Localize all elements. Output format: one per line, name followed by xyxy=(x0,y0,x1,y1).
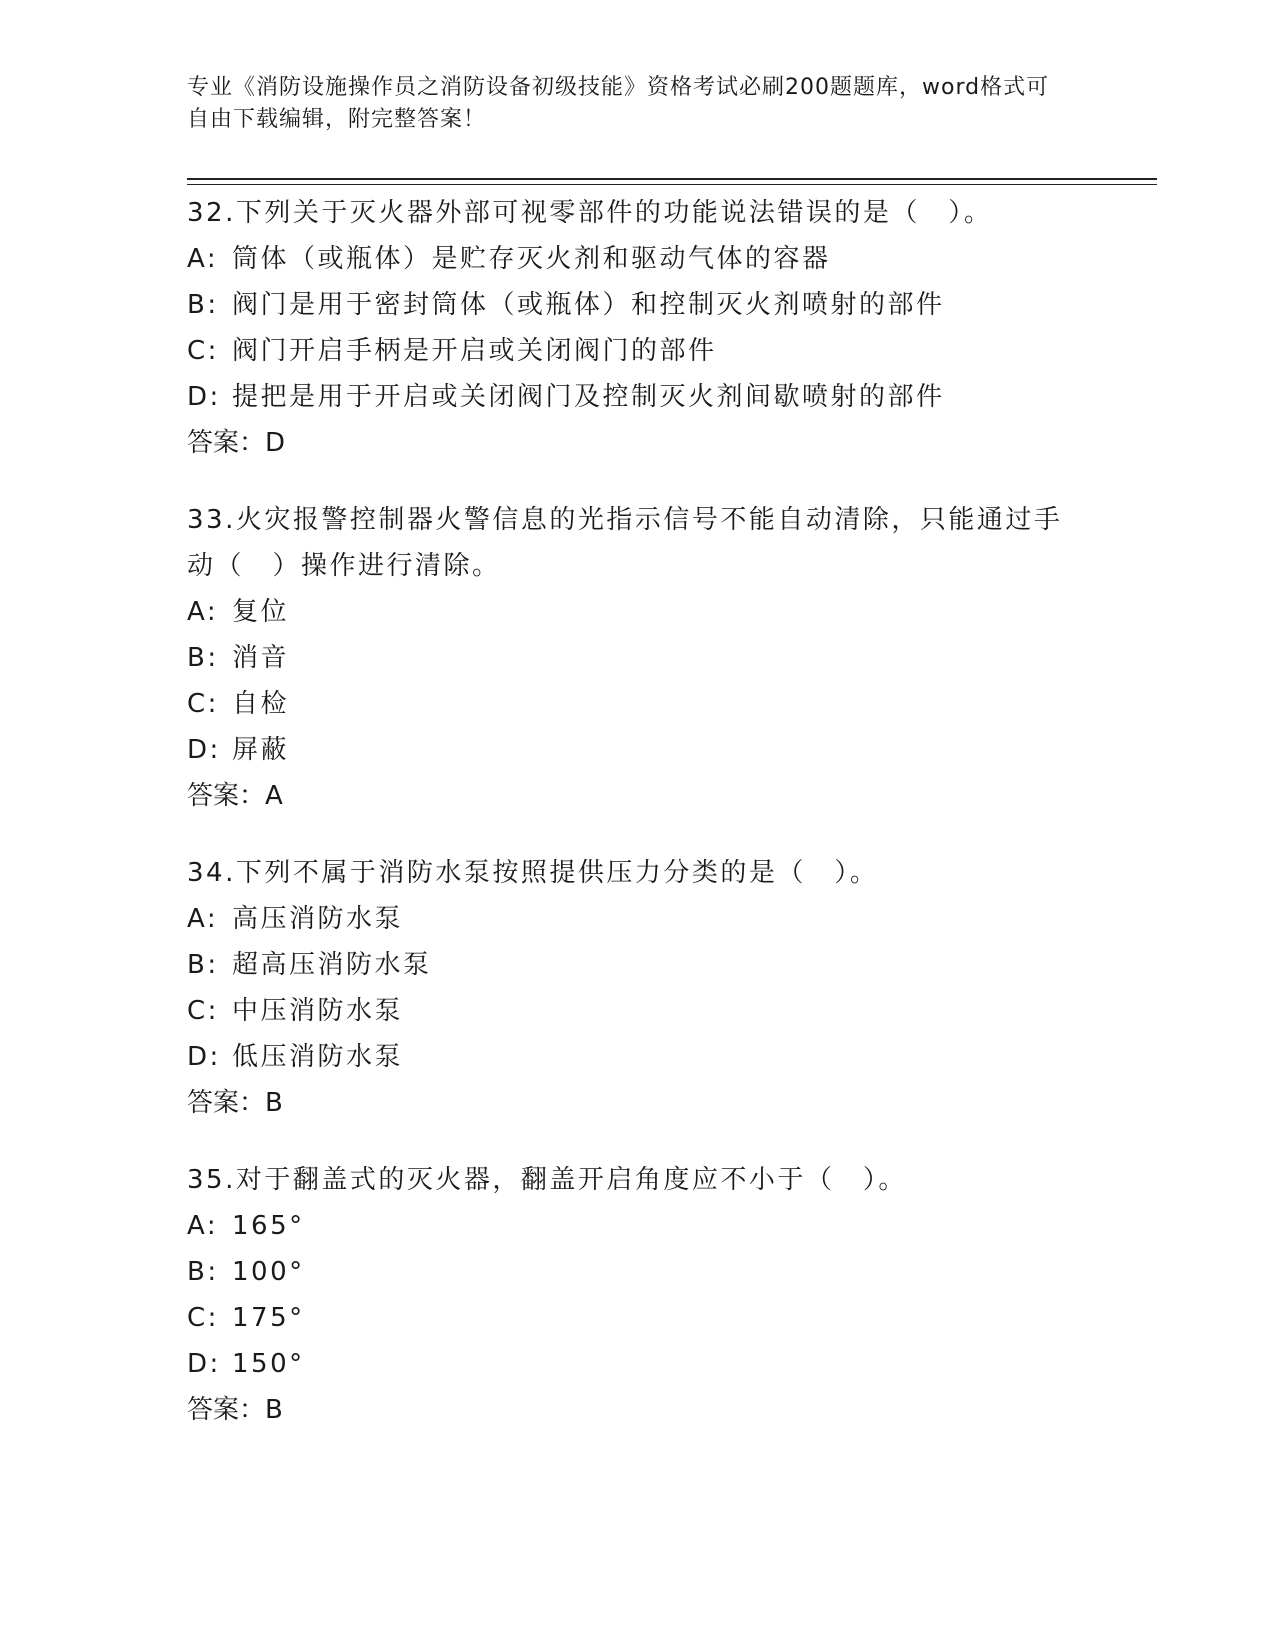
option-c xyxy=(187,1295,1087,1341)
option-text: 消音 xyxy=(232,643,290,673)
option-b xyxy=(187,282,1087,328)
document-header: 专业《消防设施操作员之消防设备初级技能》资格考试必刷200题题库，word格式可自由下载编辑，附完整答案！ xyxy=(187,75,1050,132)
option-text: 175° xyxy=(232,1303,305,1333)
option-letter: D: xyxy=(187,735,221,765)
option-letter: B: xyxy=(187,1257,219,1287)
option-letter: A: xyxy=(187,597,219,627)
option-text: 复位 xyxy=(232,597,290,627)
option-a xyxy=(187,1203,1087,1249)
question-list xyxy=(187,190,1087,1464)
answer-line: 答案：D xyxy=(187,428,286,458)
option-letter: D: xyxy=(187,1042,221,1072)
question-stem: 35.对于翻盖式的灭火器，翻盖开启角度应不小于（ ）。 xyxy=(187,1165,907,1195)
option-letter: B: xyxy=(187,290,219,320)
option-letter: C: xyxy=(187,689,219,719)
question-35 xyxy=(187,1157,1087,1433)
option-a xyxy=(187,236,1087,282)
option-text: 阀门是用于密封筒体（或瓶体）和控制灭火剂喷射的部件 xyxy=(232,290,945,320)
question-stem: 32.下列关于灭火器外部可视零部件的功能说法错误的是（ ）。 xyxy=(187,198,993,228)
answer-line: 答案：A xyxy=(187,781,283,811)
option-letter: B: xyxy=(187,643,219,673)
option-a xyxy=(187,589,1087,635)
option-letter: B: xyxy=(187,950,219,980)
option-text: 100° xyxy=(232,1257,305,1287)
option-letter: D: xyxy=(187,382,221,412)
option-letter: C: xyxy=(187,1303,219,1333)
question-32 xyxy=(187,190,1087,466)
option-letter: A: xyxy=(187,244,219,274)
option-a xyxy=(187,896,1087,942)
option-text: 中压消防水泵 xyxy=(232,996,404,1026)
option-d xyxy=(187,1034,1087,1080)
question-stem: 33.火灾报警控制器火警信息的光指示信号不能自动清除，只能通过手动（ ）操作进行清除。 xyxy=(187,505,1063,581)
header-divider-thick xyxy=(187,178,1157,180)
question-34 xyxy=(187,850,1087,1126)
option-d xyxy=(187,374,1087,420)
answer-line: 答案：B xyxy=(187,1395,283,1425)
option-text: 165° xyxy=(232,1211,305,1241)
option-letter: C: xyxy=(187,996,219,1026)
option-letter: A: xyxy=(187,904,219,934)
option-b xyxy=(187,942,1087,988)
option-d xyxy=(187,1341,1087,1387)
question-33 xyxy=(187,497,1087,819)
option-b xyxy=(187,1249,1087,1295)
option-text: 屏蔽 xyxy=(232,735,290,765)
option-letter: A: xyxy=(187,1211,219,1241)
option-text: 超高压消防水泵 xyxy=(232,950,432,980)
option-text: 高压消防水泵 xyxy=(232,904,404,934)
option-c xyxy=(187,328,1087,374)
option-text: 自检 xyxy=(232,689,290,719)
option-c xyxy=(187,988,1087,1034)
option-letter: C: xyxy=(187,336,219,366)
option-text: 阀门开启手柄是开启或关闭阀门的部件 xyxy=(232,336,717,366)
answer-line: 答案：B xyxy=(187,1088,283,1118)
option-letter: D: xyxy=(187,1349,221,1379)
option-text: 提把是用于开启或关闭阀门及控制灭火剂间歇喷射的部件 xyxy=(232,382,945,412)
header-divider-thin xyxy=(187,184,1157,185)
question-stem: 34.下列不属于消防水泵按照提供压力分类的是（ ）。 xyxy=(187,858,879,888)
option-c xyxy=(187,681,1087,727)
option-b xyxy=(187,635,1087,681)
option-text: 筒体（或瓶体）是贮存灭火剂和驱动气体的容器 xyxy=(232,244,831,274)
option-text: 150° xyxy=(232,1349,305,1379)
option-text: 低压消防水泵 xyxy=(232,1042,404,1072)
option-d xyxy=(187,727,1087,773)
